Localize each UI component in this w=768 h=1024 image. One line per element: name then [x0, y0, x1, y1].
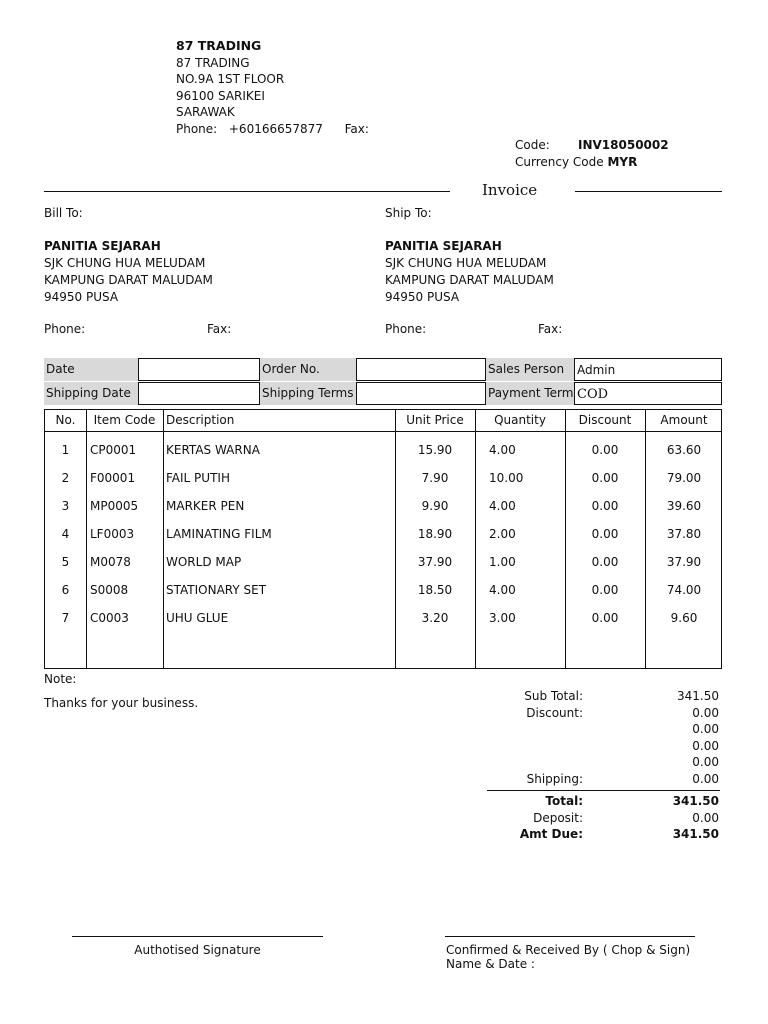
company-header: [176, 38, 369, 137]
row-unit-price: 18.90: [417, 527, 453, 541]
ship-to-name: PANITIA SEJARAH: [385, 239, 502, 253]
bill-to-fax-label: Fax:: [207, 322, 232, 336]
row-quantity: 3.00: [489, 611, 516, 625]
discount-value: 0.00: [692, 705, 719, 720]
ship-to-phone-label: Phone:: [385, 322, 427, 336]
row-description: MARKER PEN: [166, 499, 245, 513]
row-discount: 0.00: [591, 527, 619, 541]
note-label: Note:: [44, 672, 77, 686]
row-item-code: MP0005: [90, 499, 139, 513]
bill-to-name: PANITIA SEJARAH: [44, 239, 161, 253]
company-address-2: 96100 SARIKEI: [176, 88, 265, 103]
name-date-label: Name & Date :: [446, 957, 535, 971]
bill-to-address: [44, 238, 213, 306]
row-unit-price: 7.90: [421, 471, 449, 485]
row-quantity: 4.00: [489, 499, 516, 513]
row-description: WORLD MAP: [166, 555, 242, 569]
row-unit-price: 3.20: [421, 611, 449, 625]
bill-to-phone-label: Phone:: [44, 322, 86, 336]
authorised-signature-label: Authotised Signature: [134, 943, 261, 957]
company-address-1: NO.9A 1ST FLOOR: [176, 72, 285, 86]
payment-term-label: Payment Term: [486, 382, 574, 405]
row-quantity: 4.00: [489, 443, 516, 457]
row-item-code: C0003: [90, 611, 129, 625]
shipping-label: Shipping:: [526, 771, 583, 786]
row-quantity: 4.00: [489, 583, 516, 597]
header-unit-price: Unit Price: [406, 413, 464, 427]
totals-rule: [487, 790, 720, 791]
row-discount: 0.00: [591, 443, 619, 457]
discount-label: Discount:: [526, 705, 583, 720]
row-discount: 0.00: [591, 499, 619, 513]
amt-due-label: Amt Due:: [519, 827, 583, 841]
deposit-value: 0.00: [692, 810, 719, 825]
row-description: LAMINATING FILM: [166, 527, 272, 541]
row-quantity: 2.00: [489, 527, 516, 541]
row-discount: 0.00: [591, 611, 619, 625]
row-description: STATIONARY SET: [166, 583, 267, 597]
ship-to-line-3: 94950 PUSA: [385, 290, 460, 304]
row-discount: 0.00: [591, 471, 619, 485]
shipping-date-label: Shipping Date: [44, 382, 138, 405]
extra-value-2: 0.00: [692, 738, 719, 753]
row-item-code: S0008: [90, 583, 129, 597]
row-description: UHU GLUE: [166, 611, 229, 625]
shipping-date-value: [138, 382, 260, 405]
row-amount: 39.60: [666, 499, 702, 513]
ship-to-label: Ship To:: [385, 206, 432, 220]
subtotal-value: 341.50: [677, 689, 719, 703]
row-discount: 0.00: [591, 583, 619, 597]
row-no: 6: [61, 583, 70, 597]
bill-to-line-3: 94950 PUSA: [44, 290, 119, 304]
ship-to-address: [385, 238, 554, 306]
ship-to-fax-label: Fax:: [538, 322, 563, 336]
row-no: 1: [61, 443, 70, 457]
company-fax-label: Fax:: [344, 121, 369, 136]
row-unit-price: 9.90: [421, 499, 449, 513]
totals-labels: [470, 688, 583, 787]
amt-due-value: 341.50: [672, 827, 719, 841]
row-discount: 0.00: [591, 555, 619, 569]
bill-to-label: Bill To:: [44, 206, 83, 220]
row-item-code: LF0003: [90, 527, 135, 541]
confirmed-received-label: Confirmed & Received By ( Chop & Sign): [446, 943, 691, 957]
extra-value-1: 0.00: [692, 722, 719, 736]
company-name: 87 TRADING: [176, 55, 250, 70]
row-quantity: 1.00: [489, 555, 516, 569]
row-item-code: CP0001: [90, 443, 137, 457]
currency-code: MYR: [607, 155, 638, 169]
row-item-code: M0078: [90, 555, 131, 569]
ship-to-line-2: KAMPUNG DARAT MALUDAM: [385, 273, 554, 287]
company-phone-fax: [176, 121, 369, 138]
row-no: 5: [61, 555, 70, 569]
row-unit-price: 37.90: [417, 555, 453, 569]
invoice-info-grid: [44, 358, 722, 406]
shipping-terms-value: [356, 382, 486, 405]
row-amount: 37.80: [666, 527, 702, 541]
row-no: 3: [61, 499, 70, 513]
row-amount: 63.60: [666, 443, 702, 457]
signature-line-left: [72, 936, 323, 937]
row-no: 2: [61, 471, 70, 485]
shipping-terms-label: Shipping Terms: [260, 382, 356, 405]
title-rule-right: [575, 191, 722, 192]
row-amount: 74.00: [666, 583, 702, 597]
row-amount: 9.60: [670, 611, 698, 625]
company-phone: +60166657877: [228, 121, 323, 136]
row-no: 7: [61, 611, 70, 625]
row-description: FAIL PUTIH: [166, 471, 230, 485]
row-amount: 79.00: [666, 471, 702, 485]
order-no-label: Order No.: [260, 358, 356, 381]
bill-to-line-1: SJK CHUNG HUA MELUDAM: [44, 256, 206, 270]
header-amount: Amount: [660, 413, 708, 427]
company-phone-label: Phone:: [176, 121, 218, 136]
order-no-value: [356, 358, 486, 381]
note-text: Thanks for your business.: [44, 696, 199, 710]
company-name-bold: 87 TRADING: [176, 38, 262, 53]
row-unit-price: 15.90: [417, 443, 453, 457]
shipping-value: 0.00: [692, 771, 719, 786]
currency-label: Currency Code: [515, 155, 604, 169]
total-label: Total:: [545, 794, 583, 808]
confirmation-block: [446, 943, 690, 971]
row-description: KERTAS WARNA: [166, 443, 260, 457]
payment-term-value: COD: [574, 382, 722, 405]
header-no: No.: [55, 413, 76, 427]
header-description: Description: [166, 413, 235, 427]
ship-to-line-1: SJK CHUNG HUA MELUDAM: [385, 256, 547, 270]
title-rule-left: [44, 191, 450, 192]
signature-line-right: [445, 936, 695, 937]
totals-values: [620, 688, 719, 787]
document-code-block: [515, 137, 669, 171]
invoice-code: INV18050002: [578, 138, 669, 152]
grand-total-values: [620, 793, 719, 843]
row-quantity: 10.00: [489, 471, 524, 485]
invoice-title: Invoice: [482, 181, 538, 199]
date-label: Date: [44, 358, 138, 381]
row-unit-price: 18.50: [417, 583, 453, 597]
header-discount: Discount: [578, 413, 632, 427]
row-item-code: F00001: [90, 471, 136, 485]
total-value: 341.50: [672, 794, 719, 808]
date-value: [138, 358, 260, 381]
sales-person-value: Admin: [574, 358, 722, 381]
row-amount: 37.90: [666, 555, 702, 569]
header-quantity: Quantity: [494, 413, 546, 427]
grand-total-labels: [470, 793, 583, 843]
extra-value-3: 0.00: [692, 755, 719, 769]
bill-to-line-2: KAMPUNG DARAT MALUDAM: [44, 273, 213, 287]
subtotal-label: Sub Total:: [524, 689, 583, 703]
sales-person-label: Sales Person: [486, 358, 574, 381]
items-table: [44, 409, 722, 669]
company-address-3: SARAWAK: [176, 105, 235, 119]
row-no: 4: [61, 527, 70, 541]
code-label: Code:: [515, 138, 550, 152]
header-item-code: Item Code: [93, 413, 156, 427]
deposit-label: Deposit:: [533, 810, 583, 825]
